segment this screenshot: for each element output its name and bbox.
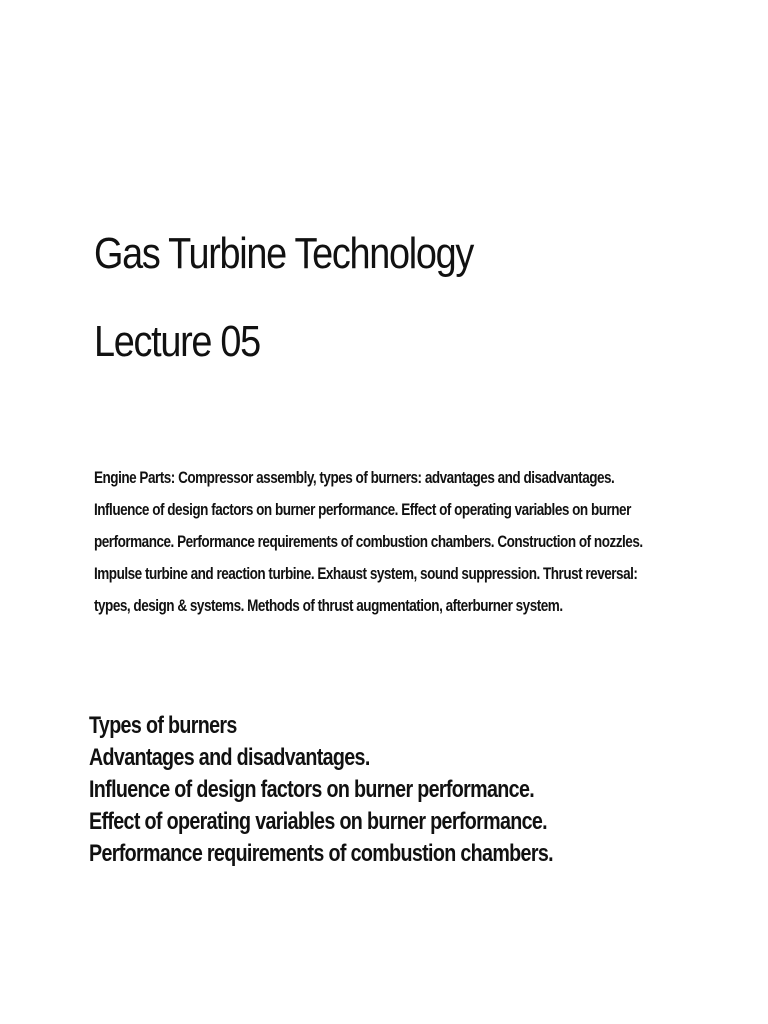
topic-list [89,710,614,870]
title-line-course: Gas Turbine Technology [94,229,474,278]
syllabus-paragraph: Engine Parts: Compressor assembly, types of burners: advantages and disadvantages. Influence of design factors on burner performance. Effect of operating variables on burner performance. Performance requirements of combustion chambers. Construction of nozzles. Impulse turbine and reaction turbine. Exhaust system, sound suppression. Thrust reversal: types, design & systems. Methods of thrust augmentation, afterburner system. [94,469,643,615]
topic-item: Advantages and disadvantages. [89,744,370,771]
topic-item: Types of burners [89,712,237,739]
slide-title [94,229,627,408]
topic-item: Performance requirements of combustion chambers. [89,840,553,867]
topic-item: Effect of operating variables on burner performance. [89,808,547,835]
title-line-lecture: Lecture 05 [94,317,260,366]
topic-item: Influence of design factors on burner performance. [89,776,535,803]
